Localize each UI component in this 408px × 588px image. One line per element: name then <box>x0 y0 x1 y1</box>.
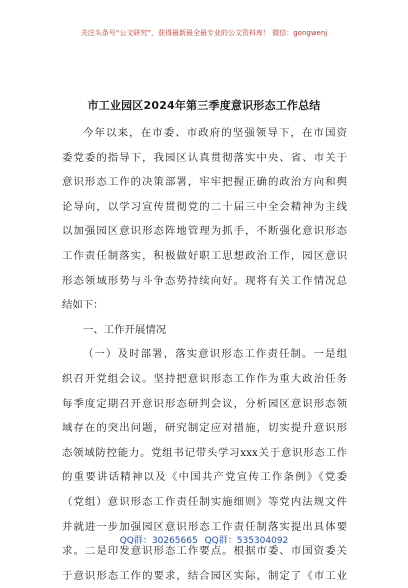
body-line: （一）及时部署，落实意识形态工作责任制。一是组 <box>83 348 347 361</box>
body-line: 形态领域形势与斗争态势持续向好。现将有关工作情况总 <box>62 274 347 287</box>
footer-contact <box>0 533 408 546</box>
header-banner: 关注头条号“公文研究”，获得最新最全最专业的公文资料库！ 微信：gongwenj <box>80 29 328 37</box>
body-line: 意识形态工作的决策部署，牢牢把握正确的政治方向和舆 <box>62 176 347 189</box>
body-line: 于意识形态工作的要求，结合园区实际，制定了《市工业 <box>62 569 347 582</box>
body-line: 求。二是印发意识形态工作要点。根据市委、市国资委关 <box>62 545 347 558</box>
qq-group-1: QQ群：30265665 <box>119 536 198 546</box>
body-line: 域存在的突出问题，研究制定应对措施，切实提升意识形 <box>62 422 347 435</box>
body-line: 今年以来，在市委、市政府的坚强领导下，在市国资 <box>83 127 347 139</box>
body-line: 的重要讲话精神以及《中国共产党宣传工作条例》《党委 <box>62 471 347 484</box>
body-line: 论导向，以学习宣传贯彻党的二十届三中全会精神为主线 <box>62 200 347 213</box>
body-line: 以加强园区意识形态阵地管理为抓手，不断强化意识形态 <box>62 225 347 238</box>
document-body <box>62 121 347 588</box>
body-line: （党组）意识形态工作责任制实施细则》等党内法规文件 <box>62 495 347 508</box>
body-line: 每季度定期召开意识形态研判会议，分析园区意识形态领 <box>62 397 347 410</box>
body-line: 工作责任制落实，积极做好职工思想政治工作，园区意识 <box>62 249 347 262</box>
body-line: 委党委的指导下，我园区认真贯彻落实中央、省、市关于 <box>62 151 347 164</box>
body-line: 结如下： <box>62 299 104 312</box>
body-line: 织召开党组会议。坚持把意识形态工作作为重大政治任务 <box>62 372 347 385</box>
body-line: 态领域防控能力。党组书记带头学习xxx关于意识形态工作 <box>62 446 347 459</box>
body-line: 并就进一步加强园区意识形态工作责任制落实提出具体要 <box>62 520 347 533</box>
section-heading: 一、工作开展情况 <box>83 323 167 336</box>
qq-group-2: QQ群：535304092 <box>204 536 289 546</box>
document-title: 市工业园区2024年第三季度意识形态工作总结 <box>87 99 321 112</box>
